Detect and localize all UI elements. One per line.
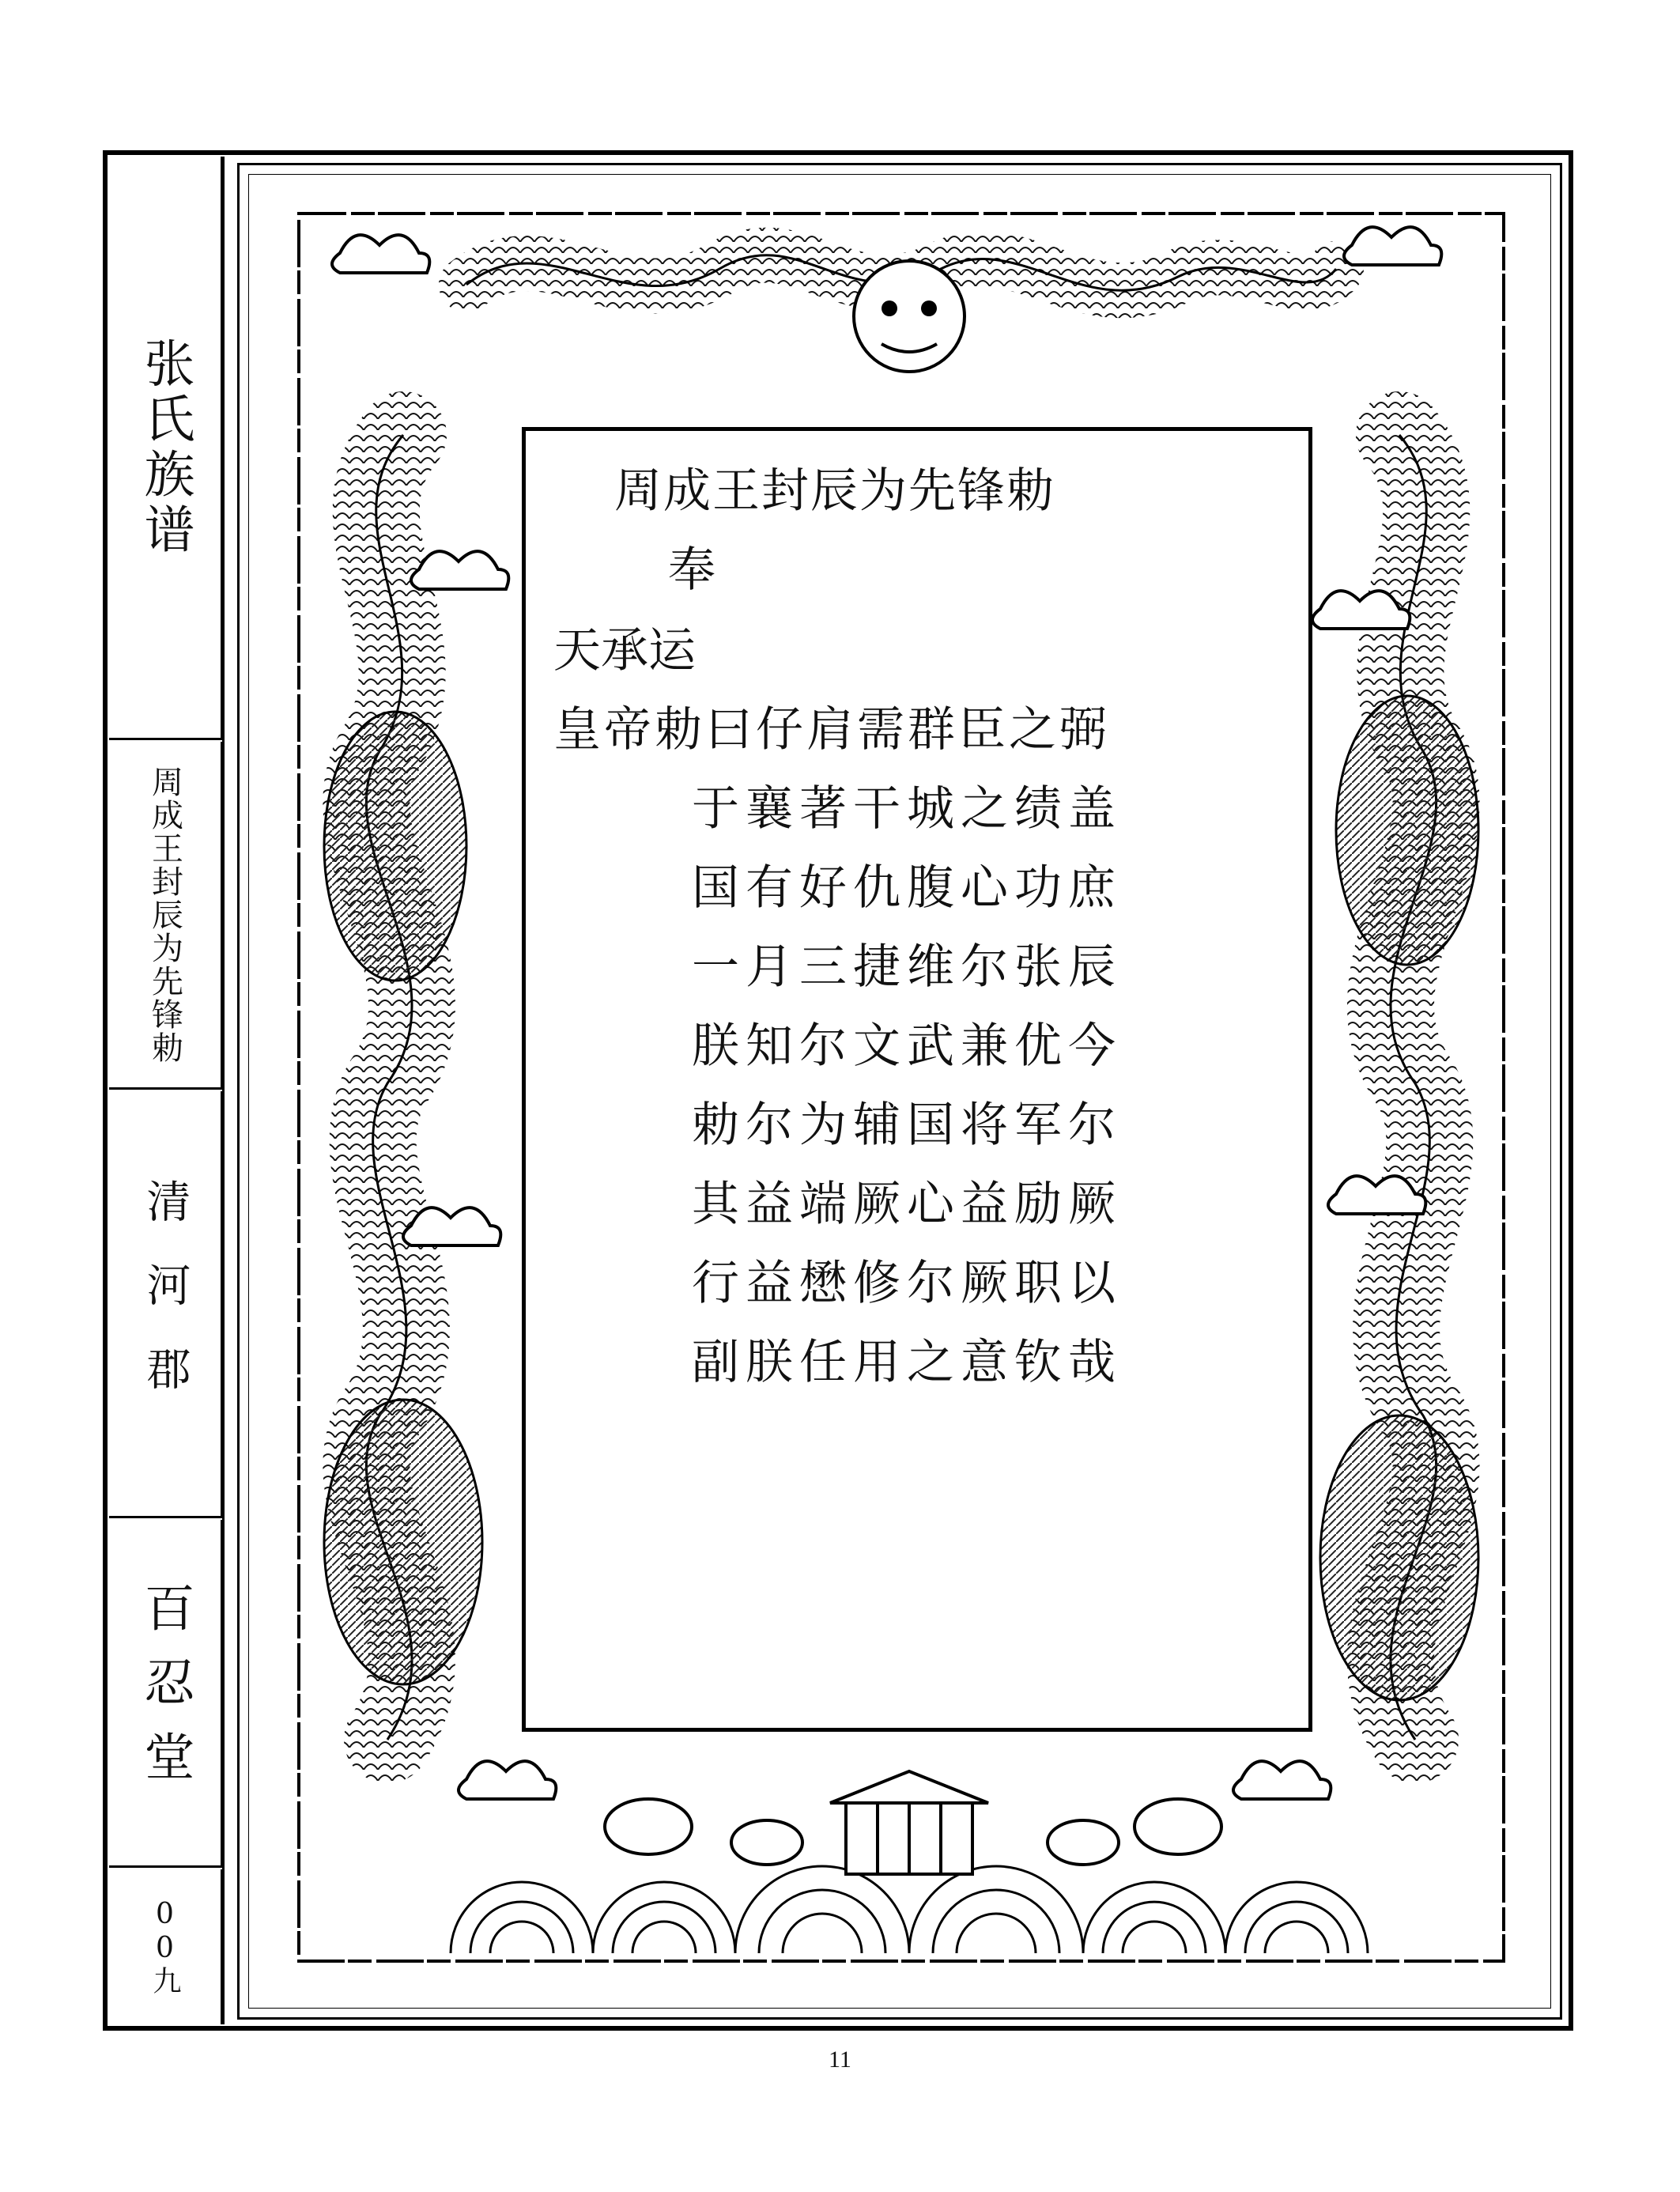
edict-body-line: 勅尔为辅国将军尔: [692, 1098, 1122, 1153]
edict-text-panel: [522, 427, 1312, 1732]
edict-body-line: 其益端厥心益励厥: [692, 1177, 1122, 1232]
edict-body-line: 国有好仇腹心功庶: [692, 860, 1122, 916]
spine-section-cell: [109, 742, 222, 1090]
page-code: 00九: [149, 1898, 181, 1996]
spine-title-cell: [109, 157, 222, 740]
genealogy-title: 张氏族谱: [135, 336, 194, 558]
hall-name: 百忍堂: [135, 1581, 194, 1805]
page-number: 11: [829, 2046, 851, 2073]
edict-feng: 奉: [668, 542, 715, 598]
edict-body-line: 行益懋修尔厥职以: [692, 1256, 1122, 1311]
edict-opening-line: 皇帝勅曰仔肩需群臣之弼: [553, 702, 1110, 758]
spine-place-cell: [109, 1091, 222, 1518]
edict-body-line: 于襄著干城之绩盖: [692, 781, 1122, 837]
spine-hall-cell: [109, 1520, 222, 1868]
spine-page-code-cell: [109, 1869, 222, 2024]
commandery-name: 清河郡: [139, 1177, 191, 1430]
edict-body-line: 副朕任用之意钦哉: [692, 1335, 1122, 1390]
spine-column: [109, 157, 225, 2024]
edict-body-line: 朕知尔文武兼优今: [692, 1019, 1122, 1074]
edict-body-line: 一月三捷维尔张辰: [692, 939, 1122, 995]
section-title: 周成王封辰为先锋勅: [146, 765, 183, 1064]
edict-tian-cheng-yun: 天承运: [553, 623, 696, 678]
edict-title: 周成王封辰为先锋勅: [614, 463, 1055, 519]
